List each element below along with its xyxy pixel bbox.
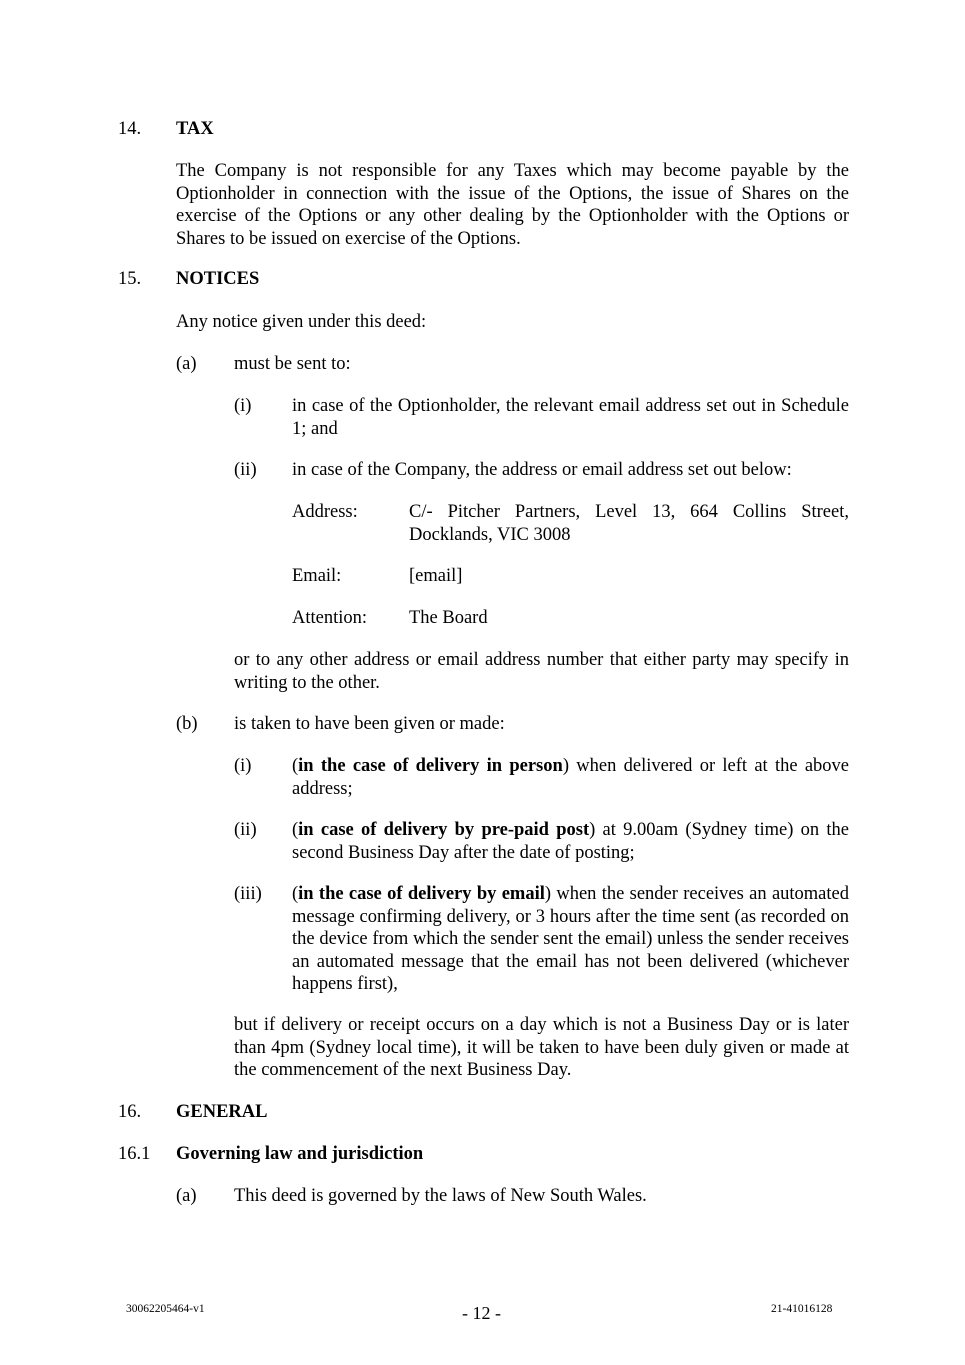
clause-a-i-label: (i) <box>234 396 252 416</box>
footer-reference: 21-41016128 <box>771 1303 833 1315</box>
clause-a-tail: or to any other address or email address number that either party may specify in writing to the other. <box>234 650 849 693</box>
section-14-heading: TAX <box>176 119 214 139</box>
clause-b-i-text: (in the case of delivery in person) when delivered or left at the above address; <box>292 756 850 799</box>
clause-b-iii-text: (in the case of delivery by email) when the sender receives an automated message confirming delivery, or 3 hours after the time sent (as recorded on the device from which the sender sent the email) unless the sender receives an automated message that the email has not been delivered (whichever happens first), <box>292 884 849 994</box>
clause-a-text: must be sent to: <box>234 354 351 374</box>
clause-b-i-label: (i) <box>234 756 252 776</box>
clause-b-ii-label: (ii) <box>234 820 257 840</box>
section-16-heading: GENERAL <box>176 1102 268 1122</box>
attention-value: The Board <box>409 608 488 628</box>
clause-a-label: (a) <box>176 354 197 374</box>
section-15-intro: Any notice given under this deed: <box>176 312 427 332</box>
clause-a-ii-text: in case of the Company, the address or email address set out below: <box>292 460 792 480</box>
section-14-number: 14. <box>118 119 142 139</box>
page-number: - 12 - <box>462 1303 501 1323</box>
section-16-1-heading: Governing law and jurisdiction <box>176 1144 424 1164</box>
clause-a-i-text: in case of the Optionholder, the relevant email address set out in Schedule 1; and <box>292 396 849 439</box>
clause-b-iii-label: (iii) <box>234 884 262 904</box>
email-label: Email: <box>292 566 342 586</box>
address-label: Address: <box>292 502 358 522</box>
section-15-number: 15. <box>118 269 142 289</box>
footer-document-id: 30062205464-v1 <box>126 1303 205 1315</box>
attention-label: Attention: <box>292 608 368 628</box>
clause-b-label: (b) <box>176 714 198 734</box>
clause-b-tail: but if delivery or receipt occurs on a day which is not a Business Day or is later than 4pm (Sydney local time), it will be taken to have been duly given or made at the commencement of the next Business Day. <box>234 1015 849 1080</box>
clause-16-1-a-text: This deed is governed by the laws of New South Wales. <box>234 1186 647 1206</box>
clause-16-1-a-label: (a) <box>176 1186 197 1206</box>
section-16-1-number: 16.1 <box>118 1144 151 1164</box>
email-value: [email] <box>409 566 463 586</box>
section-14-body: The Company is not responsible for any Taxes which may become payable by the Optionholder in connection with the issue of the Options, the issue of Shares on the exercise of the Options or any other dealing by the Optionholder with the Options or Shares to be issued on exercise of the Options. <box>176 161 849 249</box>
address-value: C/- Pitcher Partners, Level 13, 664 Collins Street, Docklands, VIC 3008 <box>409 502 849 545</box>
clause-b-text: is taken to have been given or made: <box>234 714 505 734</box>
clause-b-ii-text: (in case of delivery by pre-paid post) at 9.00am (Sydney time) on the second Business Day after the date of posting; <box>292 820 850 863</box>
section-16-number: 16. <box>118 1102 142 1122</box>
section-15-heading: NOTICES <box>176 269 260 289</box>
clause-a-ii-label: (ii) <box>234 460 257 480</box>
